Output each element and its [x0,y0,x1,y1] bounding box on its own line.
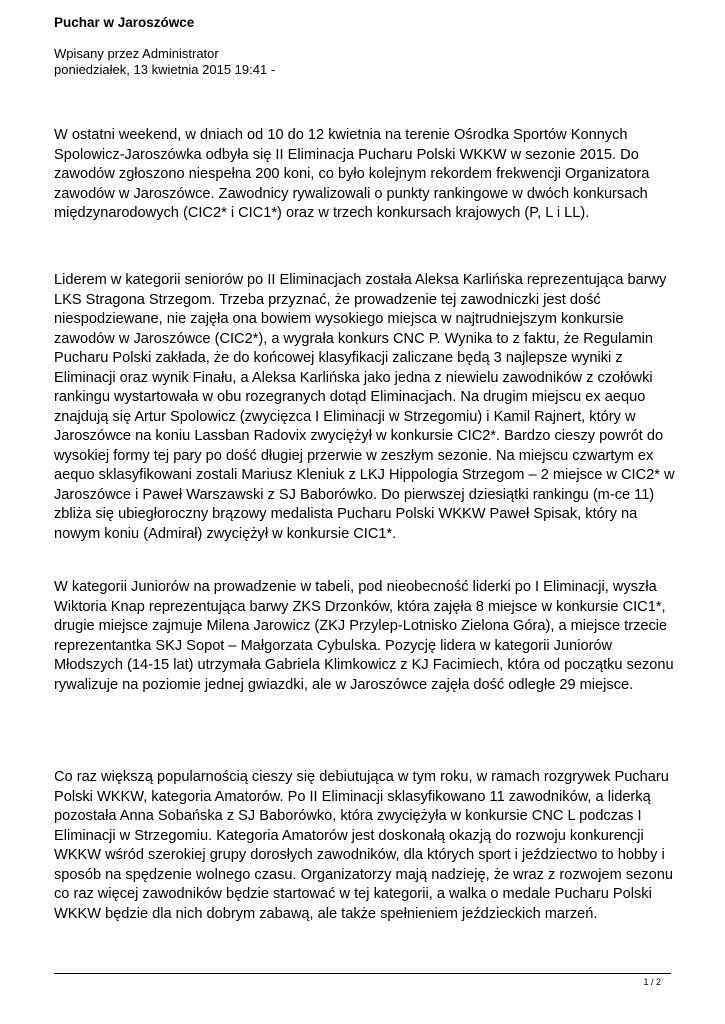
paragraph-4: Co raz większą popularnością cieszy się debiutująca w tym roku, w ramach rozgrywek Pucharu Polski WKKW, kategoria Amatorów. Po II Eliminacji sklasyfikowano 11 zawodników, a liderką pozostała Anna Sobańska z SJ Baborówko, która zwyciężyła w konkursie CNC L podczas I Eliminacji w Strzegomiu. Kategoria Amatorów jest doskonałą okazją do rozwoju konkurencji WKKW wśród szerokiej grupy dorosłych zawodników, dla których sport i jeździectwo to hobby i sposób na spędzenie wolnego czasu. Organizatorzy mają nadzieję, że wraz z rozwojem sezonu co raz więcej zawodników będzie startować w tej kategorii, a walka o medale Pucharu Polski WKKW będzie dla nich dobrym zabawą, ale także spełnieniem jeździeckich marzeń. [54,769,673,922]
author-line: Wpisany przez Administrator [54,46,219,61]
date-line: poniedziałek, 13 kwietnia 2015 19:41 - [54,62,276,77]
article-meta [54,46,275,78]
paragraph-2: Liderem w kategorii seniorów po II Eliminacjach została Aleksa Karlińska reprezentująca barwy LKS Stragona Strzegom. Trzeba przyznać, że prowadzenie tej zawodniczki jest dość niespodziewane, nie zajęła ona bowiem wysokiego miejsca w najtrudniejszym konkursie zawodów w Jaroszówce (CIC2*), a wygrała konkurs CNC P. Wynika to z faktu, że Regulamin Pucharu Polski zakłada, że do końcowej klasyfikacji zaliczane będą 3 najlepsze wyniki z Eliminacji oraz wynik Finału, a Aleksa Karlińska jako jedna z niewielu zawodników z czołówki rankingu wystartowała w obu rozegranych dotąd Eliminacjach. Na drugim miejscu ex aequo znajdują się Artur Spolowicz (zwycięzca I Eliminacji w Strzegomiu) i Kamil Rajnert, który w Jaroszówce na koniu Lassban Radovix zwyciężył w konkursie CIC2*. Bardzo cieszy powrót do wysokiej formy tej pary po dość długiej przerwie w zeszłym sezonie. Na miejscu czwartym ex aequo sklasyfikowani zostali Mariusz Kleniuk z LKJ Hippologia Strzegom – 2 miejsce w CIC2* w Jaroszówce i Paweł Warszawski z SJ Baborówko. Do pierwszej dziesiątki rankingu (m-ce 11) zbliża się ubiegłoroczny brązowy medalista Pucharu Polski WKKW Paweł Spisak, który na nowym koniu (Admirał) zwyciężył w konkursie CIC1*. [54,272,675,542]
footer-divider [54,973,671,974]
page-number: 1 / 2 [643,977,661,987]
article-title: Puchar w Jaroszówce [54,15,195,30]
paragraph-1: W ostatni weekend, w dniach od 10 do 12 kwietnia na terenie Ośrodka Sportów Konnych Spolowicz-Jaroszówka odbyła się II Eliminacja Pucharu Polski WKKW w sezonie 2015. Do zawodów zgłoszono niespełna 200 koni, co było kolejnym rekordem frekwencji Organizatora zawodów w Jaroszówce. Zawodnicy rywalizowali o punkty rankingowe w dwóch konkursach międzynarodowych (CIC2* i CIC1*) oraz w trzech konkursach krajowych (P, L i LL). [54,127,650,221]
paragraph-3: W kategorii Juniorów na prowadzenie w tabeli, pod nieobecność liderki po I Eliminacji, wyszła Wiktoria Knap reprezentująca barwy ZKS Drzonków, która zajęła 8 miejsce w konkursie CIC1*, drugie miejsce zajmuje Milena Jarowicz (ZKJ Przylep-Lotnisko Zielona Góra), a miejsce trzecie reprezentantka SKJ Sopot – Małgorzata Cybulska. Pozycję lidera w kategorii Juniorów Młodszych (14-15 lat) utrzymała Gabriela Klimkowicz z KJ Facimiech, która od początku sezonu rywalizuje na poziomie jednej gwiazdki, ale w Jaroszówce zajęła dość odległe 29 miejsce. [54,579,674,693]
